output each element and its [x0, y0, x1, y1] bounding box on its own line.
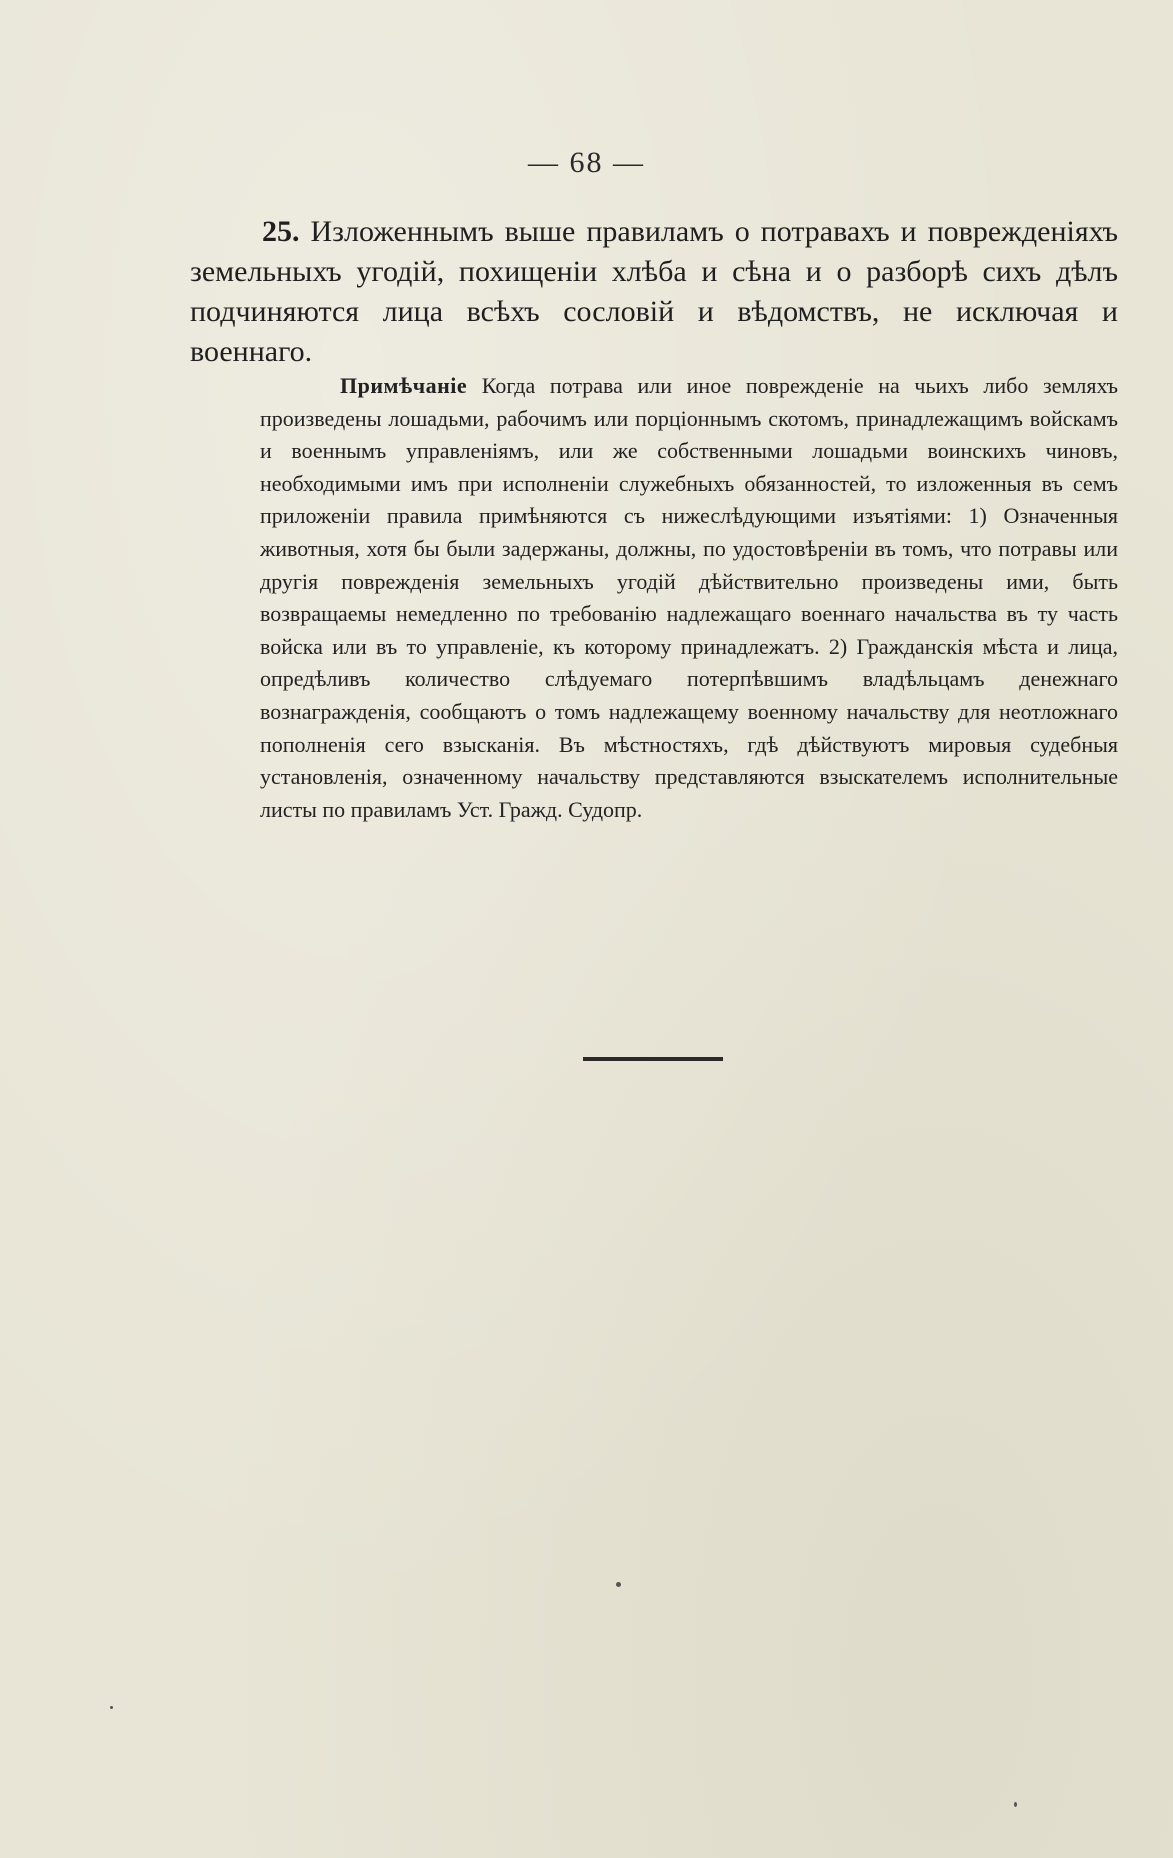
article-25 [190, 212, 1118, 372]
note-block [260, 370, 1118, 826]
paper-speck [110, 1706, 113, 1709]
paper-speck [1014, 1802, 1017, 1807]
paper-speck [616, 1582, 621, 1587]
note-paragraph [260, 370, 1118, 826]
note-label: Примѣчаніе [340, 373, 468, 398]
article-text: Изложеннымъ выше правиламъ о потравахъ и поврежденіяхъ земельныхъ угодій, похищеніи хлѣба и сѣна и о разборѣ сихъ дѣлъ подчиняются лица всѣхъ сословій и вѣдомствъ, не исключая и военнаго. [190, 215, 1118, 368]
article-paragraph [190, 212, 1118, 372]
page-number: — 68 — [528, 146, 645, 179]
note-text: Когда потрава или иное поврежденіе на чьихъ либо земляхъ произведены лошадьми, рабочимъ или порціоннымъ скотомъ, принадлежащимъ войскамъ и военнымъ управленіямъ, или же собственными лошадьми воинскихъ чиновъ, необходимыми имъ при исполненіи служебныхъ обязанностей, то изложенныя въ семъ приложеніи правила примѣняются съ нижеслѣдующими изъятіями: 1) Означенныя животныя, хотя бы были задержаны, должны, по удостовѣреніи въ томъ, что потравы или другія поврежденія земельныхъ угодій дѣйствительно произведены ими, быть возвращаемы немедленно по требованію надлежащаго военнаго начальства въ ту часть войска или въ то управленіе, къ которому принадлежатъ. 2) Гражданскія мѣста и лица, опредѣливъ количество слѣдуемаго потерпѣвшимъ владѣльцамъ денежнаго вознагражденія, сообщаютъ о томъ надлежащему военному начальству для неотложнаго пополненія сего взысканія. Въ мѣстностяхъ, гдѣ дѣйствуютъ мировыя судебныя установленія, означенному начальству представляются взыскателемъ исполнительные листы по правиламъ Уст. Гражд. Судопр. [260, 373, 1118, 822]
article-number: 25. [262, 215, 300, 248]
section-end-rule [583, 1057, 723, 1061]
